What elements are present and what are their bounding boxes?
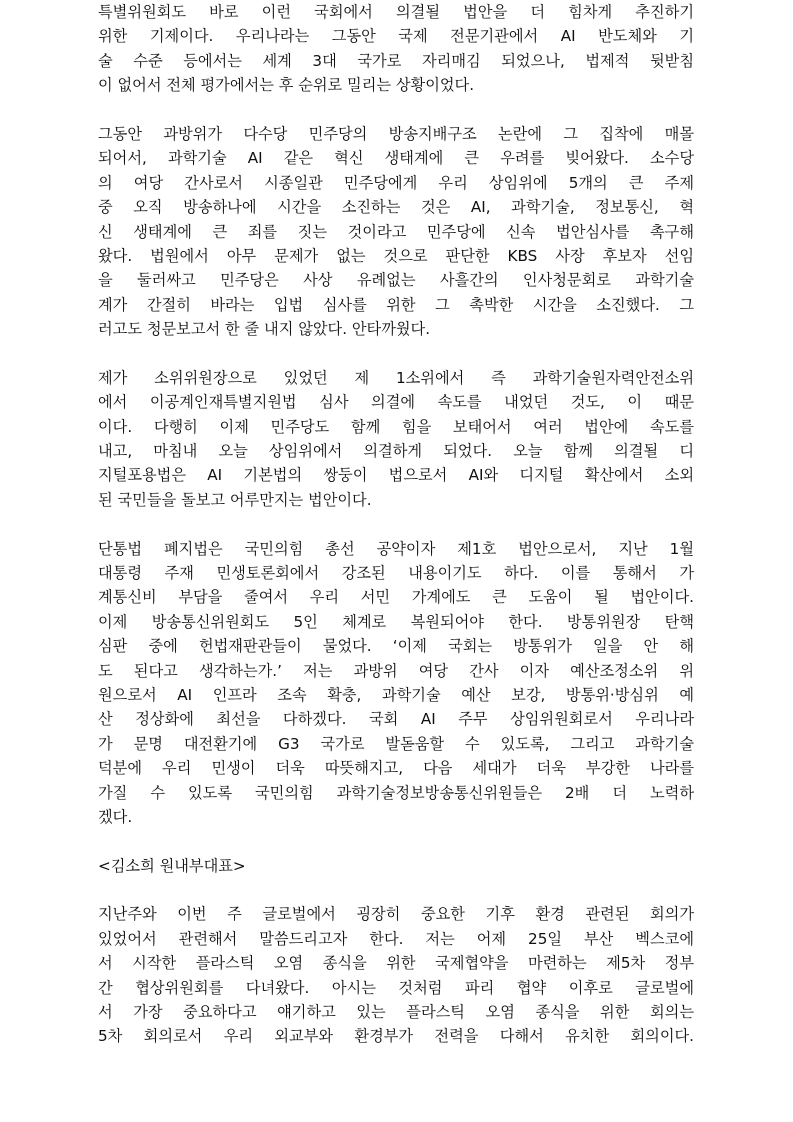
- paragraph: [98, 902, 694, 1048]
- text-line: 대통령 주재 민생토론회에서 강조된 내용이기도 하다. 이를 통해서 가: [98, 563, 694, 582]
- text-line: 겠다.: [98, 807, 133, 826]
- text-line: 서 시작한 플라스틱 오염 종식을 위한 국제협약을 마련하는 제5차 정부: [98, 954, 694, 973]
- paragraph: [98, 537, 694, 830]
- text-line: 심판 중에 헌법재판관들이 물었다. ‘이제 국회는 방통위가 일을 안 해: [98, 637, 694, 656]
- text-line: 지털포용법은 AI 기본법의 쌍둥이 법으로서 AI와 디지털 확산에서 소외: [98, 466, 694, 485]
- paragraph-gap: [98, 829, 694, 853]
- text-line: 된 국민들을 돌보고 어루만지는 법안이다.: [98, 490, 372, 509]
- document-page: [98, 0, 694, 1049]
- text-line: 원으로서 AI 인프라 조속 확충, 과학기술 예산 보강, 방통위·방심위 예: [98, 685, 694, 704]
- paragraph: [98, 122, 694, 342]
- text-line: 덕분에 우리 민생이 더욱 따뜻해지고, 다음 세대가 더욱 부강한 나라를: [98, 759, 694, 778]
- paragraph-gap: [98, 878, 694, 902]
- paragraph-gap: [98, 341, 694, 365]
- text-line: 신 생태계에 큰 죄를 짓는 것이라고 민주당에 신속 법안심사를 촉구해: [98, 222, 694, 241]
- text-line: 왔다. 법원에서 아무 문제가 없는 것으로 판단한 KBS 사장 후보자 선임: [98, 246, 694, 265]
- text-line: 이제 방송통신위원회도 5인 체계로 복원되어야 한다. 방통위원장 탄핵: [98, 612, 694, 631]
- text-line: 이다. 다행히 이제 민주당도 함께 힘을 보태어서 여러 법안에 속도를: [98, 417, 694, 436]
- text-line: 단통법 폐지법은 국민의힘 총선 공약이자 제1호 법안으로서, 지난 1월: [98, 539, 694, 558]
- text-line: 을 둘러싸고 민주당은 사상 유례없는 사흘간의 인사청문회로 과학기술: [98, 271, 694, 290]
- text-line: 있었어서 관련해서 말씀드리고자 한다. 저는 어제 25일 부산 벡스코에: [98, 929, 694, 948]
- text-line: 중 오직 방송하나에 시간을 소진하는 것은 AI, 과학기술, 정보통신, 혁: [98, 198, 694, 217]
- speaker-heading: [98, 854, 694, 878]
- text-line: 그동안 과방위가 다수당 민주당의 방송지배구조 논란에 그 집착에 매몰: [98, 124, 694, 143]
- text-line: 서 가장 중요하다고 얘기하고 있는 플라스틱 오염 종식을 위한 회의는: [98, 1003, 694, 1022]
- text-line: 간 협상위원회를 다녀왔다. 아시는 것처럼 파리 협약 이후로 글로벌에: [98, 978, 694, 997]
- text-line: 제가 소위위원장으로 있었던 제 1소위에서 즉 과학기술원자력안전소위: [98, 368, 694, 387]
- paragraph-gap: [98, 512, 694, 536]
- text-line: 계통신비 부담을 줄여서 우리 서민 가계에도 큰 도움이 될 법안이다.: [98, 588, 694, 607]
- text-line: 지난주와 이번 주 글로벌에서 굉장히 중요한 기후 환경 관련된 회의가: [98, 905, 694, 924]
- text-line: 이 없어서 전체 평가에서는 후 순위로 밀리는 상황이었다.: [98, 76, 475, 95]
- paragraph-gap: [98, 98, 694, 122]
- text-line: 내고, 마침내 오늘 상임위에서 의결하게 되었다. 오늘 함께 의결될 디: [98, 442, 694, 461]
- speaker-name: <김소희 원내부대표>: [98, 856, 246, 875]
- text-line: 가 문명 대전환기에 G3 국가로 발돋움할 수 있도록, 그리고 과학기술: [98, 734, 694, 753]
- text-line: 에서 이공계인재특별지원법 심사 의결에 속도를 내었던 것도, 이 때문: [98, 393, 694, 412]
- paragraph: [98, 366, 694, 512]
- text-line: 산 정상화에 최선을 다하겠다. 국회 AI 주무 상임위원회로서 우리나라: [98, 710, 694, 729]
- text-line: 의 여당 간사로서 시종일관 민주당에게 우리 상임위에 5개의 큰 주제: [98, 173, 694, 192]
- text-line: 러고도 청문보고서 한 줄 내지 않았다. 안타까웠다.: [98, 320, 431, 339]
- paragraph: [98, 0, 694, 98]
- text-line: 5차 회의로서 우리 외교부와 환경부가 전력을 다해서 유치한 회의이다.: [98, 1027, 694, 1046]
- text-line: 도 된다고 생각하는가.’ 저는 과방위 여당 간사 이자 예산조정소위 위: [98, 661, 694, 680]
- text-line: 되어서, 과학기술 AI 같은 혁신 생태계에 큰 우려를 빚어왔다. 소수당: [98, 149, 694, 168]
- text-line: 특별위원회도 바로 이런 국회에서 의결될 법안을 더 힘차게 추진하기: [98, 3, 694, 21]
- text-line: 위한 기제이다. 우리나라는 그동안 국제 전문기관에서 AI 반도체와 기: [98, 27, 694, 46]
- text-line: 술 수준 등에서는 세계 3대 국가로 자리매김 되었으나, 법제적 뒷받침: [98, 51, 694, 70]
- text-line: 계가 간절히 바라는 입법 심사를 위한 그 촉박한 시간을 소진했다. 그: [98, 295, 694, 314]
- text-line: 가질 수 있도록 국민의힘 과학기술정보방송통신위원들은 2배 더 노력하: [98, 783, 694, 802]
